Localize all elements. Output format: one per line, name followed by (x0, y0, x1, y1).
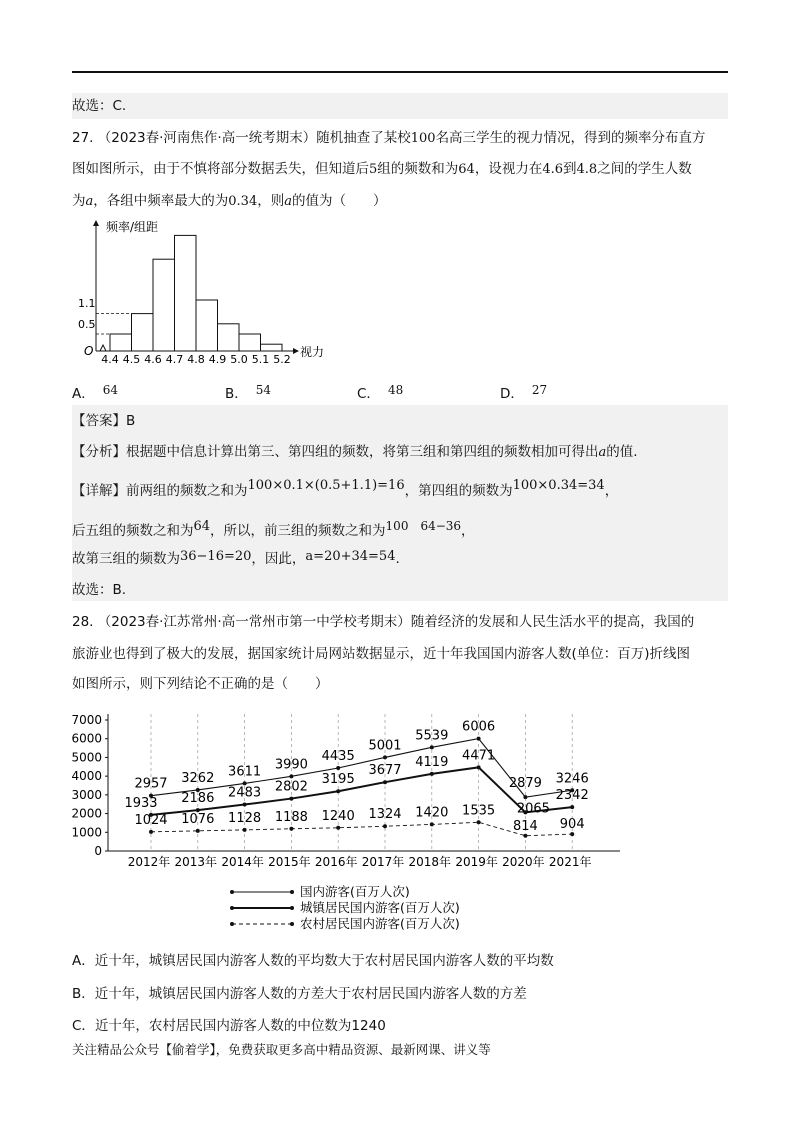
q27-text: 图如图所示，由于不慎将部分数据丢失，但知道后 (72, 161, 369, 177)
chart-data-label: 4435 (321, 749, 355, 765)
chart-data-label: 1535 (462, 803, 496, 819)
analysis-math: a (598, 445, 607, 460)
chart-data-label: 3677 (368, 763, 402, 779)
chart-data-label: 2186 (181, 791, 215, 807)
q27-math: 100 (410, 131, 436, 146)
chart-point (149, 830, 153, 834)
detail-text: 后五组的频数之和为 (72, 523, 194, 539)
histogram-ytick-label: 0.5 (78, 318, 96, 331)
q27-answer (72, 411, 732, 431)
chart-point (336, 789, 340, 793)
answer-band (72, 405, 728, 601)
chart-xtick-label: 2019年 (455, 855, 498, 869)
q27-text: 之间的学生人数 (597, 161, 692, 177)
chart-xtick-label: 2018年 (408, 855, 452, 869)
chart-ytick-label: 3000 (71, 787, 102, 802)
chart-data-label: 1188 (274, 809, 308, 825)
chart-data-label: 2065 (516, 801, 550, 817)
q27-math: 4.6 (542, 162, 564, 177)
detail-tag: 【详解】 (72, 483, 126, 499)
q28-text: 随着经济的发展和人民生活水平的提高，我国的 (410, 614, 695, 630)
detail-text: ，第四组的频数为 (404, 483, 513, 499)
option-value: 64 (102, 383, 119, 397)
chart-data-label: 5539 (415, 728, 449, 744)
legend-marker (290, 922, 294, 926)
option-label: D． (500, 386, 524, 402)
histogram-bar (196, 300, 218, 351)
chart-data-label: 5001 (368, 738, 402, 754)
chart-point (477, 737, 481, 741)
q27-text: 随机抽查了某校 (316, 130, 411, 146)
detail-equation: 64 (193, 519, 211, 534)
detail-text: ，因此， (251, 551, 306, 567)
q28-source: （2023春·江苏常州·高一常州市第一中学校考期末） (97, 614, 411, 630)
chart-data-label: 3611 (228, 764, 262, 780)
detail-equation: 36−16=20 (180, 549, 252, 564)
option-label: A． (72, 953, 95, 969)
histogram-ytick-label: 1.1 (78, 297, 96, 310)
chart-point (430, 822, 434, 826)
chart-point (289, 827, 293, 831)
q28-option-c[interactable] (72, 1016, 732, 1036)
chart-point (383, 824, 387, 828)
detail-equation: 100×0.34=34 (512, 478, 605, 493)
chart-data-label: 3195 (321, 772, 355, 788)
chart-ytick-label: 6000 (71, 731, 102, 746)
histogram-bar (239, 334, 261, 351)
q28-option-b[interactable] (72, 984, 732, 1004)
chart-data-label: 1933 (124, 795, 158, 811)
option-label: C． (72, 1018, 95, 1034)
q27-option-c[interactable] (357, 382, 403, 402)
q27-detail-1 (72, 478, 732, 502)
detail-equation: 100 64−36 (385, 519, 462, 533)
q27-math: 64 (458, 162, 475, 177)
detail-equation: 100×0.1×(0.5+1.1)=16 (247, 478, 405, 493)
option-label: A． (72, 386, 95, 402)
chart-point (430, 772, 434, 776)
chart-xtick-label: 2021年 (548, 855, 592, 869)
chart-point (289, 774, 293, 778)
histogram-xtick-label: 4.4 (101, 353, 119, 366)
histogram-xlabel: 视力 (300, 345, 325, 359)
q28-number: 28. (72, 614, 94, 630)
detail-text: 前两组的频数之和为 (126, 483, 248, 499)
chart-data-label: 1420 (415, 805, 449, 821)
option-text: 近十年，城镇居民国内游客人数的方差大于农村居民国内游客人数的方差 (94, 986, 527, 1002)
q27-math: a (85, 194, 94, 209)
chart-data-label: 4471 (462, 748, 496, 764)
histogram-ylabel: 频率/组距 (106, 220, 159, 234)
chart-data-label: 2879 (508, 776, 542, 792)
chart-xtick-label: 2017年 (361, 855, 405, 869)
chart-data-label: 2957 (134, 776, 168, 792)
analysis-tag: 【分析】 (72, 444, 126, 460)
chart-point (336, 766, 340, 770)
histogram-xtick-label: 4.8 (187, 353, 205, 366)
chart-data-label: 4119 (415, 754, 449, 770)
histogram-xtick-label: 4.6 (144, 353, 162, 366)
q27-analysis (72, 442, 732, 463)
chart-data-label: 3990 (274, 757, 308, 773)
option-label: B． (72, 986, 95, 1002)
chart-point (289, 797, 293, 801)
detail-text: ， (604, 483, 619, 499)
q27-text: 为 (72, 193, 86, 209)
q27-math: 5 (369, 162, 378, 177)
histogram-origin: O (84, 344, 94, 358)
q28-line-3: 如图所示，则下列结论不正确的是（ ） (72, 676, 329, 692)
axis-break-mark (100, 345, 106, 351)
histogram-xtick-label: 5.1 (251, 353, 270, 366)
chart-data-label: 2483 (228, 785, 262, 801)
chart-data-label: 1024 (134, 812, 168, 828)
legend-marker (290, 890, 294, 894)
q27-number: 27. (72, 130, 94, 146)
q27-line-3 (72, 191, 732, 212)
q27-math: a (284, 194, 292, 209)
option-text: 近十年，城镇居民国内游客人数的平均数大于农村居民国内游客人数的平均数 (94, 953, 554, 969)
histogram-bar (218, 324, 240, 351)
q27-option-a[interactable] (72, 382, 118, 402)
histogram-bar (153, 259, 175, 351)
option-text: 近十年，农村居民国内游客人数的中位数为1240 (94, 1018, 386, 1034)
header-rule (72, 71, 728, 73)
detail-text: ， (461, 523, 475, 539)
chart-data-label: 2342 (555, 788, 589, 804)
chart-data-label: 1076 (181, 811, 215, 827)
chart-point (243, 803, 247, 807)
q27-line-1 (72, 128, 732, 149)
histogram-bar (132, 314, 154, 351)
chart-point (523, 834, 527, 838)
chart-data-label: 814 (512, 818, 538, 834)
q27-option-b[interactable] (225, 382, 271, 402)
q27-line-2 (72, 159, 732, 180)
q27-source: （2023春·河南焦作·高一统考期末） (97, 130, 317, 146)
chart-point (243, 828, 247, 832)
q27-text: 组的频数和为 (377, 161, 459, 177)
chart-ytick-label: 5000 (71, 750, 102, 765)
q27-option-d[interactable] (500, 382, 547, 402)
chart-data-label: 1240 (321, 808, 355, 824)
histogram-xtick-label: 5.0 (230, 353, 248, 366)
footer-note: 关注精品公众号【偷着学】，免费获取更多高中精品资源、最新网课、讲义等 (72, 1042, 491, 1057)
legend-entry: 农村居民国内游客(百万人次) (300, 916, 460, 931)
chart-xtick-label: 2016年 (314, 855, 358, 869)
chart-point (570, 805, 574, 809)
histogram-bar (110, 334, 132, 351)
tourist-line-chart (60, 708, 630, 948)
chart-xtick-label: 2015年 (268, 855, 311, 869)
histogram-bar (175, 235, 197, 351)
chart-point (477, 820, 481, 824)
detail-text: ，所以，前三组的频数之和为 (210, 523, 386, 539)
detail-text: 故第三组的频数为 (72, 551, 180, 567)
detail-equation: a=20+34=54 (305, 549, 396, 564)
analysis-text: 的值. (606, 444, 638, 460)
q27-text: 到 (563, 161, 577, 177)
histogram-xtick-label: 5.2 (273, 353, 291, 366)
q27-text: ，设视力在 (474, 161, 543, 177)
legend-entry: 城镇居民国内游客(百万人次) (300, 900, 460, 915)
q28-line-1 (72, 612, 732, 632)
chart-point (383, 755, 387, 759)
q27-text: ，各组中频率最大的为 (93, 193, 229, 209)
chart-point (430, 745, 434, 749)
legend-marker (230, 890, 234, 894)
chart-ytick-label: 0 (94, 844, 102, 858)
q27-detail-2 (72, 521, 732, 542)
q27-text: ，则 (257, 193, 285, 209)
chart-data-label: 904 (559, 817, 585, 833)
q28-option-a[interactable] (72, 951, 732, 971)
q27-text: 名高三学生的视力情况，得到的频率分布直方 (435, 130, 706, 146)
histogram-xtick-label: 4.7 (165, 353, 184, 366)
chart-data-label: 6006 (462, 719, 496, 735)
chart-point (523, 795, 527, 799)
chart-data-label: 1128 (228, 810, 262, 826)
option-label: C． (357, 386, 380, 402)
prev-conclusion: 故选：C. (72, 98, 127, 114)
legend-marker (230, 922, 234, 926)
chart-xtick-label: 2013年 (174, 855, 218, 869)
chart-ytick-label: 4000 (71, 769, 102, 784)
q27-text: 的值为（ ） (291, 193, 387, 209)
chart-ytick-label: 1000 (71, 825, 102, 840)
answer-value: B (126, 413, 136, 429)
histogram-xtick-label: 4.9 (208, 353, 227, 366)
q27-math: 4.8 (576, 162, 598, 177)
option-value: 27 (531, 383, 548, 397)
detail-text: . (395, 551, 400, 567)
legend-entry: 国内游客(百万人次) (300, 884, 410, 899)
histogram-bar (261, 344, 283, 351)
analysis-text: 根据题中信息计算出第三、第四组的频数，将第三组和第四组的频数相加可得出 (126, 444, 599, 460)
option-label: B． (225, 386, 248, 402)
q27-conclusion: 故选：B. (72, 582, 127, 598)
q28-line-2: 旅游业也得到了极大的发展，据国家统计局网站数据显示，近十年我国国内游客人数(单位：百万)折线图 (72, 646, 691, 662)
chart-point (336, 826, 340, 830)
chart-point (196, 829, 200, 833)
q27-detail-3 (72, 549, 732, 570)
chart-point (383, 780, 387, 784)
chart-xtick-label: 2012年 (127, 855, 171, 869)
chart-ytick-label: 2000 (71, 806, 102, 821)
chart-xtick-label: 2020年 (502, 855, 545, 869)
chart-data-label: 3246 (555, 771, 589, 787)
chart-point (570, 832, 574, 836)
histogram-xtick-label: 4.5 (122, 353, 141, 366)
q27-math: 0.34 (228, 194, 258, 209)
chart-data-label: 2802 (274, 779, 308, 795)
chart-point (477, 765, 481, 769)
option-value: 54 (255, 383, 272, 397)
option-value: 48 (387, 383, 404, 397)
legend-marker (230, 906, 234, 910)
answer-tag: 【答案】 (72, 413, 126, 429)
chart-xtick-label: 2014年 (221, 855, 264, 869)
legend-marker (290, 906, 294, 910)
chart-data-label: 3262 (181, 770, 215, 786)
chart-ytick-label: 7000 (71, 713, 102, 727)
chart-data-label: 1324 (368, 807, 402, 823)
histogram-chart (80, 215, 340, 365)
